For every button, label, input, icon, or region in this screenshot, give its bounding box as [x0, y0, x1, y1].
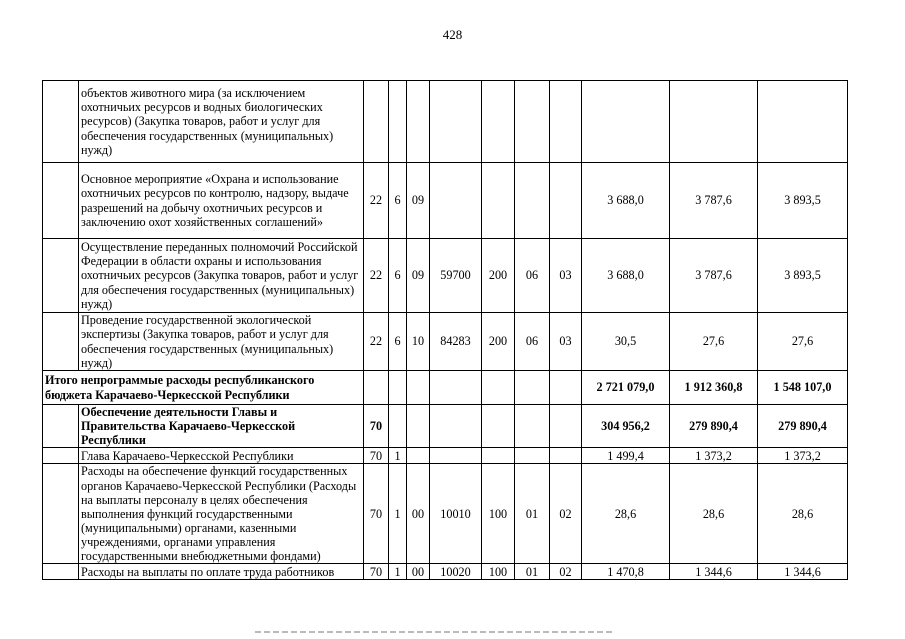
code-cell: 10010 — [430, 464, 482, 564]
code-cell — [430, 163, 482, 239]
table-row — [43, 405, 848, 448]
code-cell — [389, 405, 407, 448]
code-cell: 59700 — [430, 239, 482, 313]
code-cell — [515, 405, 550, 448]
table-row — [43, 313, 848, 371]
code-cell — [430, 405, 482, 448]
amount-cell: 1 470,8 — [582, 564, 670, 580]
code-cell: 00 — [407, 464, 430, 564]
code-cell — [407, 448, 430, 464]
code-cell: 1 — [389, 464, 407, 564]
code-cell: 03 — [550, 313, 582, 371]
description-cell: Осуществление переданных полномочий Российской Федерации в области охраны и использования охотничьих ресурсов (Закупка товаров, работ и услуг для обеспечения государственных (муниципальных) нужд) — [79, 239, 364, 313]
amount-cell: 1 373,2 — [670, 448, 758, 464]
table-row — [43, 239, 848, 313]
amount-cell — [670, 81, 758, 163]
description-cell: Расходы на выплаты по оплате труда работников — [79, 564, 364, 580]
index-cell — [43, 313, 79, 371]
total-amount: 1 912 360,8 — [670, 371, 758, 405]
amount-cell: 3 893,5 — [758, 163, 848, 239]
code-cell: 6 — [389, 163, 407, 239]
code-cell: 200 — [482, 313, 515, 371]
index-cell — [43, 464, 79, 564]
description-cell: Проведение государственной экологической экспертизы (Закупка товаров, работ и услуг для обеспечения государственных (муниципальных) нужд) — [79, 313, 364, 371]
amount-cell: 27,6 — [670, 313, 758, 371]
table-row — [43, 448, 848, 464]
code-cell: 10 — [407, 313, 430, 371]
index-cell — [43, 405, 79, 448]
amount-cell: 1 344,6 — [670, 564, 758, 580]
total-label: Итого непрограммые расходы республиканского бюджета Карачаево-Черкесской Республики — [43, 371, 364, 405]
amount-cell: 3 688,0 — [582, 239, 670, 313]
description-cell: Расходы на обеспечение функций государственных органов Карачаево-Черкесской Республики (Расходы на выплаты персоналу в целях обеспечения выполнения функций государственными (муниципальными) органами, казенными учреждениями, органами управления государственными внебюджетными фондами) — [79, 464, 364, 564]
code-cell: 06 — [515, 313, 550, 371]
index-cell — [43, 448, 79, 464]
code-cell: 01 — [515, 464, 550, 564]
index-cell — [43, 564, 79, 580]
code-cell: 1 — [389, 564, 407, 580]
code-cell — [550, 163, 582, 239]
amount-cell: 3 688,0 — [582, 163, 670, 239]
amount-cell: 1 373,2 — [758, 448, 848, 464]
code-cell — [407, 405, 430, 448]
amount-cell: 1 499,4 — [582, 448, 670, 464]
code-cell: 70 — [364, 464, 389, 564]
code-cell: 1 — [389, 448, 407, 464]
code-cell: 100 — [482, 564, 515, 580]
code-cell — [550, 405, 582, 448]
code-cell: 02 — [550, 464, 582, 564]
code-cell: 70 — [364, 448, 389, 464]
description-cell: объектов животного мира (за исключением охотничьих ресурсов и водных биологических ресурсов) (Закупка товаров, работ и услуг для обеспечения государственных (муниципальных) нужд) — [79, 81, 364, 163]
code-cell — [482, 81, 515, 163]
code-cell — [515, 448, 550, 464]
index-cell — [43, 163, 79, 239]
table-row — [43, 564, 848, 580]
amount-cell: 304 956,2 — [582, 405, 670, 448]
code-cell: 84283 — [430, 313, 482, 371]
code-cell: 100 — [482, 464, 515, 564]
description-cell: Обеспечение деятельности Главы и Правительства Карачаево-Черкесской Республики — [79, 405, 364, 448]
amount-cell: 3 893,5 — [758, 239, 848, 313]
scan-edge-artifact — [255, 631, 615, 633]
amount-cell: 28,6 — [582, 464, 670, 564]
table-row — [43, 464, 848, 564]
code-cell — [550, 448, 582, 464]
amount-cell: 3 787,6 — [670, 239, 758, 313]
index-cell — [43, 81, 79, 163]
index-cell — [43, 239, 79, 313]
code-cell — [515, 163, 550, 239]
code-cell: 02 — [550, 564, 582, 580]
amount-cell — [582, 81, 670, 163]
code-cell: 6 — [389, 313, 407, 371]
code-cell: 10020 — [430, 564, 482, 580]
code-cell: 00 — [407, 564, 430, 580]
amount-cell: 3 787,6 — [670, 163, 758, 239]
amount-cell: 28,6 — [758, 464, 848, 564]
page-number: 428 — [442, 27, 463, 42]
amount-cell: 28,6 — [670, 464, 758, 564]
total-amount: 2 721 079,0 — [582, 371, 670, 405]
code-cell: 200 — [482, 239, 515, 313]
code-cell: 70 — [364, 564, 389, 580]
amount-cell: 279 890,4 — [758, 405, 848, 448]
code-cell: 70 — [364, 405, 389, 448]
amount-cell: 279 890,4 — [670, 405, 758, 448]
code-cell: 22 — [364, 239, 389, 313]
code-cell — [482, 448, 515, 464]
amount-cell: 30,5 — [582, 313, 670, 371]
amount-cell: 1 344,6 — [758, 564, 848, 580]
code-cell — [550, 81, 582, 163]
code-cell — [430, 448, 482, 464]
code-cell — [482, 405, 515, 448]
code-cell: 22 — [364, 163, 389, 239]
code-cell: 01 — [515, 564, 550, 580]
amount-cell — [758, 81, 848, 163]
code-cell: 22 — [364, 313, 389, 371]
code-cell: 09 — [407, 239, 430, 313]
total-amount: 1 548 107,0 — [758, 371, 848, 405]
code-cell: 03 — [550, 239, 582, 313]
description-cell: Основное мероприятие «Охрана и использование охотничьих ресурсов по контролю, надзору, выдаче разрешений на добычу охотничьих ресурсов и заключению охот хозяйственных соглашений» — [79, 163, 364, 239]
code-cell — [482, 163, 515, 239]
amount-cell: 27,6 — [758, 313, 848, 371]
code-cell — [364, 81, 389, 163]
code-cell: 09 — [407, 163, 430, 239]
code-cell: 06 — [515, 239, 550, 313]
table-row — [43, 163, 848, 239]
budget-table — [42, 80, 848, 580]
code-cell: 6 — [389, 239, 407, 313]
table-row — [43, 81, 848, 163]
code-cell — [389, 81, 407, 163]
code-cell — [515, 81, 550, 163]
total-row — [43, 371, 848, 405]
code-cell — [407, 81, 430, 163]
description-cell: Глава Карачаево-Черкесской Республики — [79, 448, 364, 464]
code-cell — [430, 81, 482, 163]
